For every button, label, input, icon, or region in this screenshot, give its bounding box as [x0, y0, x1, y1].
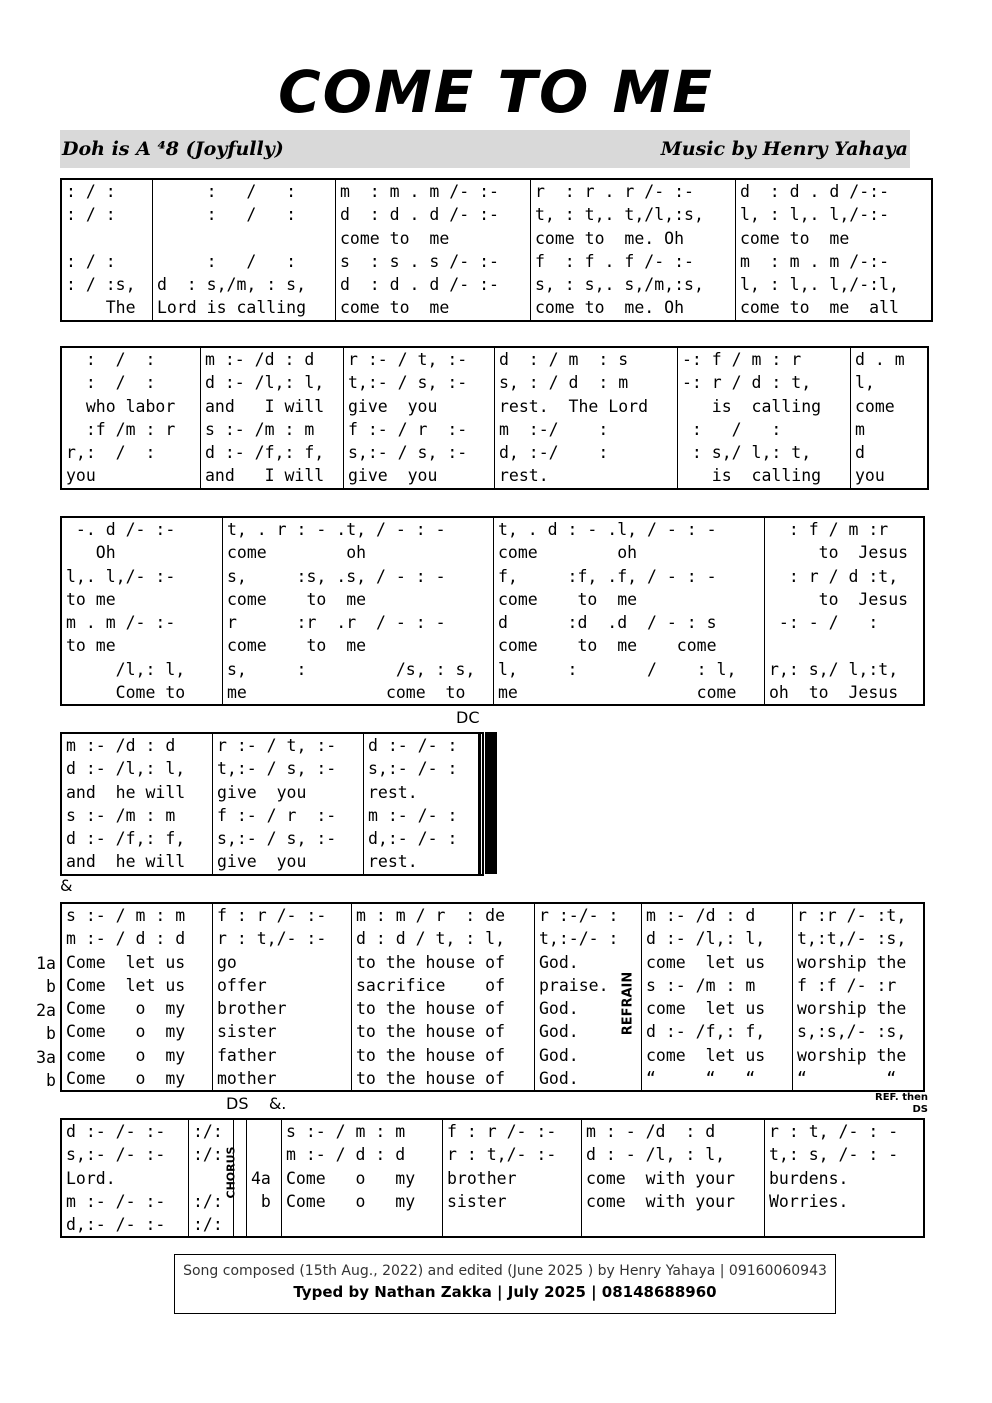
measure: -: f / m : r -: r / d : t, is calling : / : : s,/ l,: t, is calling: [678, 347, 851, 489]
measure: : f / m :r to Jesus : r / d :t, to Jesus -: - / : r,: s,/ l,:t, oh to Jesus: [765, 517, 925, 705]
measure: d : d . d /-:- l, : l,. l,/-:- come to me m : m . m /-:- l, : l,. l,/-:l, come to me all: [736, 179, 933, 321]
music-system-5: [60, 902, 925, 1092]
measure: :/: :/: :/: :/:: [189, 1119, 234, 1237]
measure: s :- / m : m m :- / d : d Come let us Come let us Come o my Come o my come o my Come o my: [66, 906, 186, 1089]
measure: : / : : / : : / : : / :s, The: [66, 182, 136, 318]
dc-marker: DC: [456, 708, 480, 727]
final-barline-thick: [485, 732, 497, 874]
measure: m : m . m /- :- d : d . d /- :- come to me s : s . s /- :- d : d . d /- :- come to me: [336, 179, 531, 321]
chorus-label: CHORUS: [224, 1146, 238, 1199]
measure: r :r /- :t, t,:t,/- :s, worship the f :f /- :r worship the s,:s,/- :s, worship the “ “: [793, 903, 925, 1091]
key-and-tempo: Doh is A ⁴8 (Joyfully): [62, 138, 284, 160]
measure: r :-/- : t,:-/- : God. praise. God. God. God. God.: [535, 903, 642, 1091]
measure: : / : : / : : / : d : s,/m, : s, Lord is calling: [153, 179, 336, 321]
measure: t, . d : - .l, / - : - come oh f, :f, .f, / - : - come to me d :d .d / - : s come to me come l, : / : l, me come: [494, 517, 765, 705]
music-system-1: [60, 178, 933, 322]
measure: t, . r : - .t, / - : - come oh s, :s, .s, / - : - come to me r :r .r / - : - come to me s, : /s, : s, me come to: [223, 517, 494, 705]
measure: m : - /d : d d : - /l, : l, come with your come with your: [582, 1119, 765, 1237]
verse-numbers: 1a b 2a b 3a b: [36, 954, 56, 1091]
ref-then-ds-note: REF. then DS: [875, 1092, 928, 1115]
segno-marker: &: [60, 876, 73, 895]
measure: m :- /d : d d :- /l,: l, come let us s :- /m : m come let us d :- /f,: f, come let us “ “ “: [642, 903, 793, 1091]
refrain-label: REFRAIN: [620, 971, 636, 1036]
measure: d : / m : s s, : / d : m rest. The Lord m :-/ : d, :-/ : rest.: [495, 347, 678, 489]
music-system-6: [60, 1118, 925, 1238]
measure: d . m l, come m d you: [851, 347, 929, 489]
measure: d :- /- : s,:- /- : rest. m :- /- : d,:- /- : rest.: [364, 733, 484, 875]
music-system-3: [60, 516, 925, 706]
measure: r :- / t, :- t,:- / s, :- give you f :- / r :- s,:- / s, :- give you: [344, 347, 495, 489]
measure: f : r /- :- r : t,/- :- brother sister: [443, 1119, 582, 1237]
measure: m :- /d : d d :- /l,: l, and I will s :- /m : m d :- /f,: f, and I will: [201, 347, 344, 489]
ds-marker: DS &.: [226, 1094, 287, 1113]
measure: -. d /- :- Oh l,. l,/- :- to me m . m /- :- to me /l,: l, Come to: [66, 520, 186, 703]
measure: d :- /- :- s,:- /- :- Lord. m :- /- :- d,:- /- :-: [66, 1122, 166, 1235]
typist-note: Typed by Nathan Zakka | July 2025 | 08148688960: [293, 1283, 717, 1301]
measure: r : t, /- : - t,: s, /- : - burdens. Worries.: [765, 1119, 925, 1237]
measure: r :- / t, :- t,:- / s, :- give you f :- / r :- s,:- / s, :- give you: [213, 733, 364, 875]
composition-note: Song composed (15th Aug., 2022) and edited (June 2025 ) by Henry Yahaya | 09160060943: [183, 1263, 827, 1279]
footer-credits: [174, 1254, 836, 1314]
measure: s :- / m : m m :- / d : d Come o my Come o my: [282, 1119, 443, 1237]
music-system-4: [60, 732, 484, 876]
measure: m :- /d : d d :- /l,: l, and he will s :- /m : m d :- /f,: f, and he will: [66, 736, 186, 872]
measure: f : r /- :- r : t,/- :- go offer brother sister father mother: [213, 903, 352, 1091]
subtitle-bar: [60, 130, 910, 168]
measure: m : m / r : de d : d / t, : l, to the house of sacrifice of to the house of to the house of to the house of to the house of: [352, 903, 535, 1091]
song-title: COME TO ME: [278, 58, 714, 126]
measure: : / : : / : who labor :f /m : r r,: / : you: [66, 350, 176, 486]
measure: r : r . r /- :- t, : t,. t,/l,:s, come to me. Oh f : f . f /- :- s, : s,. s,/m,:s, come to me. Oh: [531, 179, 736, 321]
music-system-2: [60, 346, 929, 490]
final-barline: [478, 732, 481, 874]
composer-credit: Music by Henry Yahaya: [660, 138, 908, 160]
verse-number-cell: 4a b: [247, 1119, 282, 1237]
